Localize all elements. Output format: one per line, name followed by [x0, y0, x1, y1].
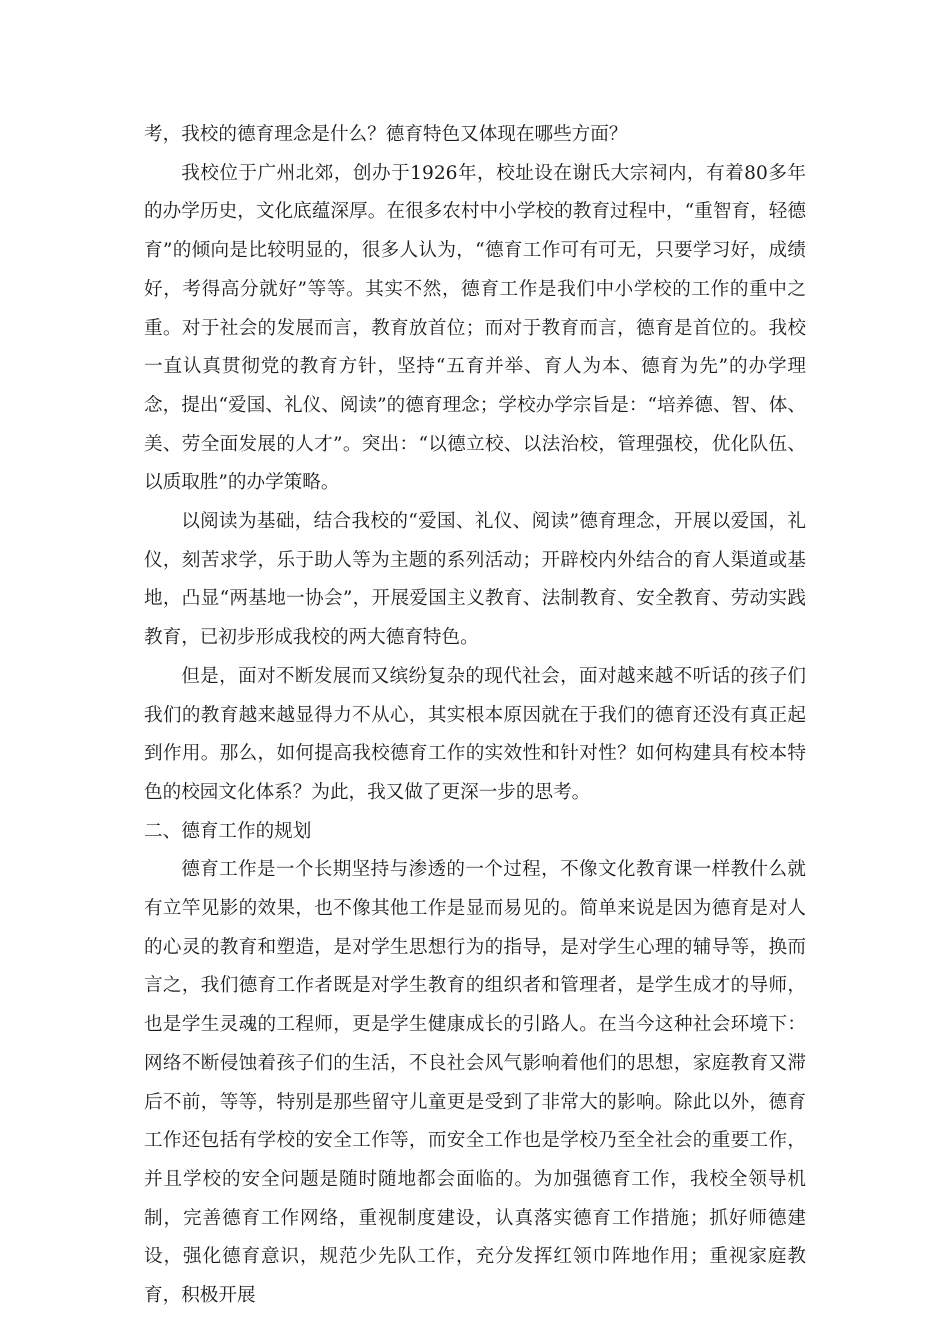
- document-body: [144, 116, 806, 1316]
- paragraph-reading-activities: 以阅读为基础，结合我校的“爱国、礼仪、阅读”德育理念，开展以爱国，礼仪，刻苦求学，乐于助人等为主题的系列活动；开辟校内外结合的育人渠道或基地，凸显“两基地一协会”，开展爱国主义教育、法制教育、安全教育、劳动实践教育，已初步形成我校的两大德育特色。: [144, 511, 806, 649]
- paragraph-school-history: 我校位于广州北郊，创办于1926年，校址设在谢氏大宗祠内，有着80多年的办学历史，文化底蕴深厚。在很多农村中小学校的教育过程中，“重智育，轻德育”的倾向是比较明显的，很多人认为，“德育工作可有可无，只要学习好，成绩好，考得高分就好”等等。其实不然，德育工作是我们中小学校的工作的重中之重。对于社会的发展而言，教育放首位；而对于教育而言，德育是首位的。我校一直认真贯彻党的教育方针，坚持“五育并举、育人为本、德育为先”的办学理念，提出“爱国、礼仪、阅读”的德育理念；学校办学宗旨是：“培养德、智、体、美、劳全面发展的人才”。突出：“以德立校、以法治校，管理强校，优化队伍、以质取胜”的办学策略。: [144, 162, 806, 494]
- paragraph-continuation: 考，我校的德育理念是什么？德育特色又体现在哪些方面？: [144, 124, 628, 145]
- section-heading-moral-education-plan: 二、德育工作的规划: [144, 820, 312, 842]
- paragraph-challenges: 但是，面对不断发展而又缤纷复杂的现代社会，面对越来越不听话的孩子们我们的教育越来越显得力不从心，其实根本原因就在于我们的德育还没有真正起到作用。那么，如何提高我校德育工作的实效性和针对性？如何构建具有校本特色的校园文化体系？为此，我又做了更深一步的思考。: [144, 665, 806, 803]
- paragraph-moral-education-work: 德育工作是一个长期坚持与渗透的一个过程，不像文化教育课一样教什么就有立竿见影的效果，也不像其他工作是显而易见的。简单来说是因为德育是对人的心灵的教育和塑造，是对学生思想行为的指导，是对学生心理的辅导等，换而言之，我们德育工作者既是对学生教育的组织者和管理者，是学生成才的导师，也是学生灵魂的工程师，更是学生健康成长的引路人。在当今这种社会环境下：网络不断侵蚀着孩子们的生活，不良社会风气影响着他们的思想，家庭教育又滞后不前，等等，特别是那些留守儿童更是受到了非常大的影响。除此以外，德育工作还包括有学校的安全工作等，而安全工作也是学校乃至全社会的重要工作，并且学校的安全问题是随时随地都会面临的。为加强德育工作，我校全领导机制，完善德育工作网络，重视制度建设，认真落实德育工作措施；抓好师德建设，强化德育意识，规范少先队工作，充分发挥红领巾阵地作用；重视家庭教育，积极开展: [144, 859, 806, 1307]
